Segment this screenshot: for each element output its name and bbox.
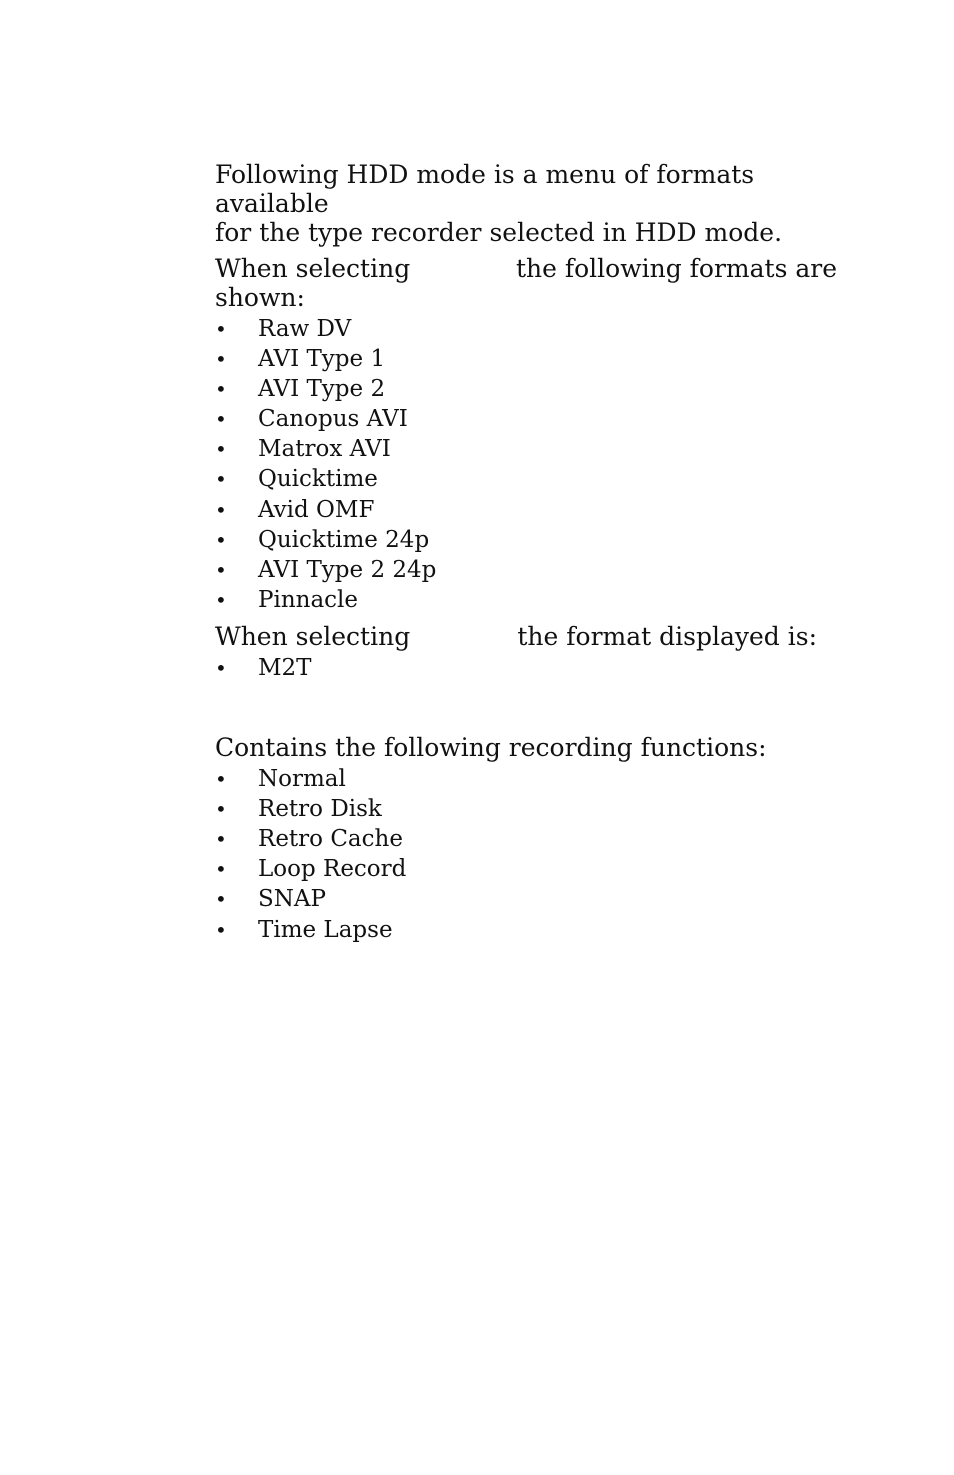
bullet-icon: •	[215, 887, 227, 912]
list-item: • Loop Record	[215, 854, 837, 884]
list-item: • AVI Type 2	[215, 374, 837, 404]
list-item: • M2T	[215, 653, 837, 683]
bullet-icon: •	[215, 917, 227, 942]
list-item: • Retro Cache	[215, 824, 837, 854]
list-item: • AVI Type 1	[215, 344, 837, 374]
bullet-icon: •	[215, 437, 227, 462]
bullet-icon: •	[215, 377, 227, 402]
selection-1-line	[215, 254, 837, 283]
list-item: • Avid OMF	[215, 495, 837, 525]
bullet-icon: •	[215, 827, 227, 852]
functions-list	[215, 764, 837, 945]
list-item: • Matrox AVI	[215, 434, 837, 464]
functions-intro: Contains the following recording functions:	[215, 733, 767, 763]
bullet-icon: •	[215, 407, 227, 432]
list-item: • Quicktime	[215, 464, 837, 494]
selection-1-right: the following formats are	[515, 254, 837, 283]
selection-1-continuation: shown:	[215, 283, 305, 312]
bullet-icon: •	[215, 497, 227, 522]
selection-2-paragraph	[215, 622, 837, 651]
intro-paragraph	[215, 160, 837, 247]
selection-1-left: When selecting	[215, 254, 411, 283]
bullet-icon: •	[215, 797, 227, 822]
list-item: • Retro Disk	[215, 794, 837, 824]
formats-list-1	[215, 314, 837, 615]
selection-2-left: When selecting	[215, 621, 411, 651]
document-page	[215, 160, 837, 945]
list-item: • AVI Type 2 24p	[215, 555, 837, 585]
selection-1-paragraph	[215, 254, 837, 312]
list-item: • Time Lapse	[215, 915, 837, 945]
bullet-icon: •	[215, 557, 227, 582]
list-item: • Pinnacle	[215, 585, 837, 615]
bullet-icon: •	[215, 347, 227, 372]
selection-2-line	[215, 622, 837, 651]
intro-line-1: Following HDD mode is a menu of formats available	[215, 160, 755, 218]
list-item: • SNAP	[215, 884, 837, 914]
bullet-icon: •	[215, 767, 227, 792]
list-item: • Normal	[215, 764, 837, 794]
bullet-icon: •	[215, 587, 227, 612]
intro-line-2: for the type recorder selected in HDD mode.	[215, 218, 783, 247]
formats-list-2	[215, 653, 837, 683]
bullet-icon: •	[215, 857, 227, 882]
bullet-icon: •	[215, 317, 227, 341]
list-item: • Quicktime 24p	[215, 525, 837, 555]
bullet-icon: •	[215, 467, 227, 492]
list-item: • Raw DV	[215, 314, 837, 344]
bullet-icon: •	[215, 527, 227, 552]
bullet-icon: •	[215, 655, 227, 680]
list-item: • Canopus AVI	[215, 404, 837, 434]
selection-2-right: the format displayed is:	[517, 621, 817, 651]
